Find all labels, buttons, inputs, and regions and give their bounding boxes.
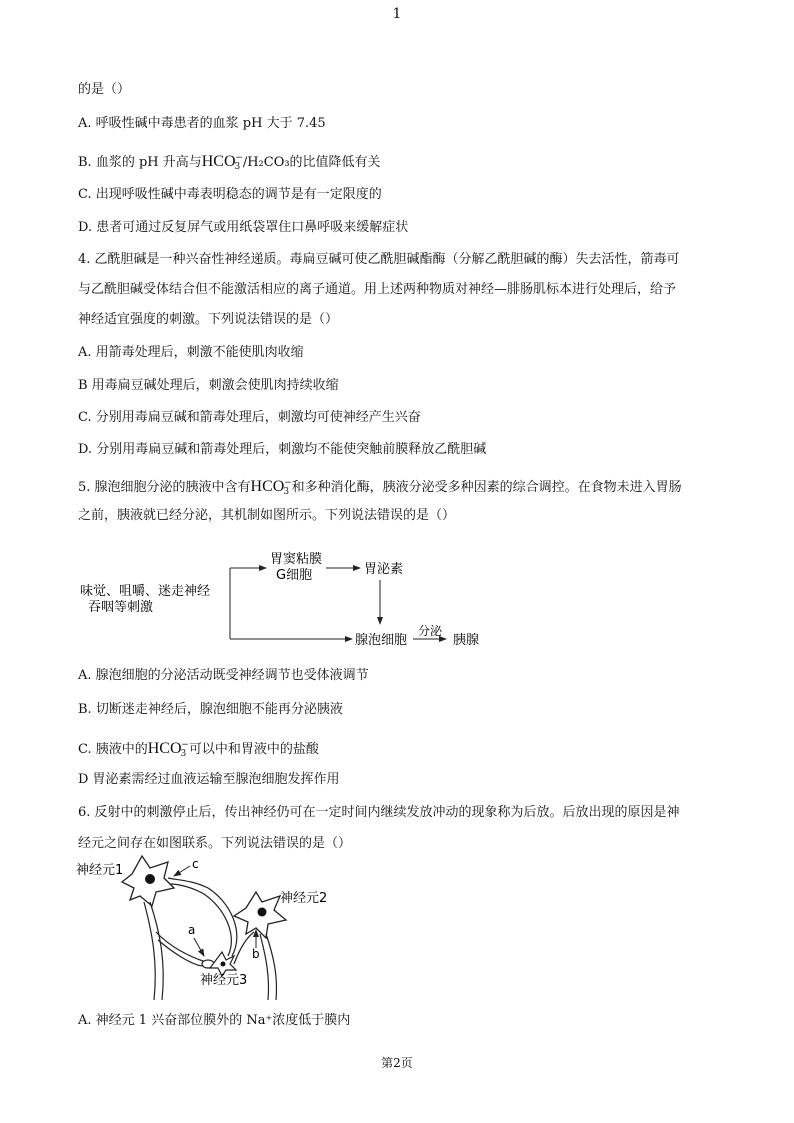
q4-option-a: A. 用箭毒处理后，刺激不能使肌肉收缩: [78, 345, 304, 360]
q5-stem-formula-sup: −: [284, 478, 292, 488]
gastrin-label: 胃泌素: [364, 562, 404, 577]
neuron1-label: 神经元1: [76, 863, 124, 878]
q5-stem-formula: HCO: [250, 478, 285, 495]
pancreas-label: 胰腺: [453, 633, 480, 648]
gcell-label-line1: 胃窦粘膜: [270, 552, 323, 567]
neuron2-axon-a: [260, 934, 269, 1000]
q5-option-c-formula-sup: −: [181, 740, 189, 750]
label-b: b: [252, 947, 260, 961]
arrow-c: [174, 866, 190, 876]
q3-option-b: [78, 148, 381, 177]
neuron1-nucleus: [145, 874, 155, 884]
acinar-cell-label: 腺泡细胞: [355, 633, 408, 648]
q3-option-d: D. 患者可通过反复屏气或用纸袋罩住口鼻呼吸来缓解症状: [78, 220, 409, 235]
collateral-branch-b: [158, 940, 202, 966]
neuron1-axon-b: [150, 902, 163, 1000]
secrete-label: 分泌: [418, 624, 443, 638]
q4-option-d: D. 分别用毒扁豆碱和箭毒处理后，刺激均不能使突触前膜释放乙酰胆碱: [78, 442, 487, 457]
q5-stem-pre: 5. 腺泡细胞分泌的胰液中含有: [78, 480, 251, 495]
q4-option-b: B 用毒扁豆碱处理后，刺激会使肌肉持续收缩: [78, 378, 339, 393]
page-footer: 第2页: [381, 1056, 413, 1070]
q5-option-a: A. 腺泡细胞的分泌活动既受神经调节也受体液调节: [78, 668, 369, 683]
neuron3-label: 神经元3: [200, 973, 248, 988]
q4-stem-line3: 神经适宜强度的刺激。下列说法错误的是（）: [78, 312, 339, 327]
q5-stem-post: 和多种消化酶，胰液分泌受多种因素的综合调控。在食物未进入胃肠: [291, 480, 682, 495]
q3-option-b-formula-sup: −: [235, 153, 243, 163]
page-number: 1: [392, 6, 402, 22]
feedback-fiber-outer: [168, 878, 237, 956]
q4-stem-line2: 与乙酰胆碱受体结合但不能激活相应的离子通道。用上述两种物质对神经—腓肠肌标本进行处理后，给予: [78, 282, 677, 297]
q5-stem-line1: [78, 473, 682, 502]
q3-option-b-formula: HCO: [201, 153, 236, 170]
neuron2-label: 神经元2: [280, 891, 328, 906]
q6-stem-line1: 6. 反射中的刺激停止后，传出神经仍可在一定时间内继续发放冲动的现象称为后放。后放出现的原因是神: [78, 805, 680, 820]
stimulus-label-line1: 味觉、咀嚼、迷走神经: [80, 584, 211, 599]
q3-option-a: A. 呼吸性碱中毒患者的血浆 pH 大于 7.45: [78, 116, 326, 131]
q3-option-b-formula-sub: 3: [234, 162, 241, 172]
q3-option-c: C. 出现呼吸性碱中毒表明稳态的调节是有一定限度的: [78, 187, 382, 202]
q3-option-b-pre: B. 血浆的 pH 升高与: [78, 155, 202, 170]
q5-stem-line2: 之前，胰液就已经分泌，其机制如图所示。下列说法错误的是（）: [78, 508, 456, 523]
label-a: a: [188, 923, 196, 937]
q5-stem-formula-sub: 3: [283, 487, 290, 497]
q5-option-c-pre: C. 胰液中的: [78, 742, 148, 757]
q5-option-c-post: 可以中和胃液中的盐酸: [188, 742, 319, 757]
q5-option-c: [78, 735, 319, 764]
q3-stem-tail: 的是（）: [78, 82, 131, 97]
q6-stem-line2: 经元之间存在如图联系。下列说法错误的是（）: [78, 836, 352, 851]
q5-option-c-formula-sub: 3: [180, 749, 187, 759]
feedback-fiber-inner: [170, 884, 231, 956]
q3-option-b-post: /H₂CO₃的比值降低有关: [242, 155, 381, 170]
q6-option-a: A. 神经元 1 兴奋部位膜外的 Na⁺浓度低于膜内: [78, 1013, 351, 1028]
q5-option-c-formula: HCO: [147, 740, 182, 757]
pancreatic-secretion-diagram: [70, 548, 510, 648]
q4-stem-line1: 4. 乙酰胆碱是一种兴奋性神经递质。毒扁豆碱可使乙酰胆碱酯酶（分解乙酰胆碱的酶）失去活性，箭毒可: [78, 252, 680, 267]
q4-option-c: C. 分别用毒扁豆碱和箭毒处理后，刺激均可使神经产生兴奋: [78, 410, 421, 425]
neuron3-nucleus: [221, 962, 226, 967]
neuron-circuit-diagram: [70, 852, 350, 1002]
neuron2-nucleus: [258, 908, 267, 917]
label-c: c: [192, 857, 199, 871]
gcell-label-line2: G细胞: [276, 568, 313, 583]
neuron1-axon-a: [144, 902, 155, 1000]
arrow-a: [194, 938, 204, 956]
q5-option-d: D 胃泌素需经过血液运输至腺泡细胞发挥作用: [78, 772, 340, 787]
stimulus-label-line2: 吞咽等刺激: [88, 600, 154, 615]
q5-option-b: B. 切断迷走神经后，腺泡细胞不能再分泌胰液: [78, 702, 343, 717]
